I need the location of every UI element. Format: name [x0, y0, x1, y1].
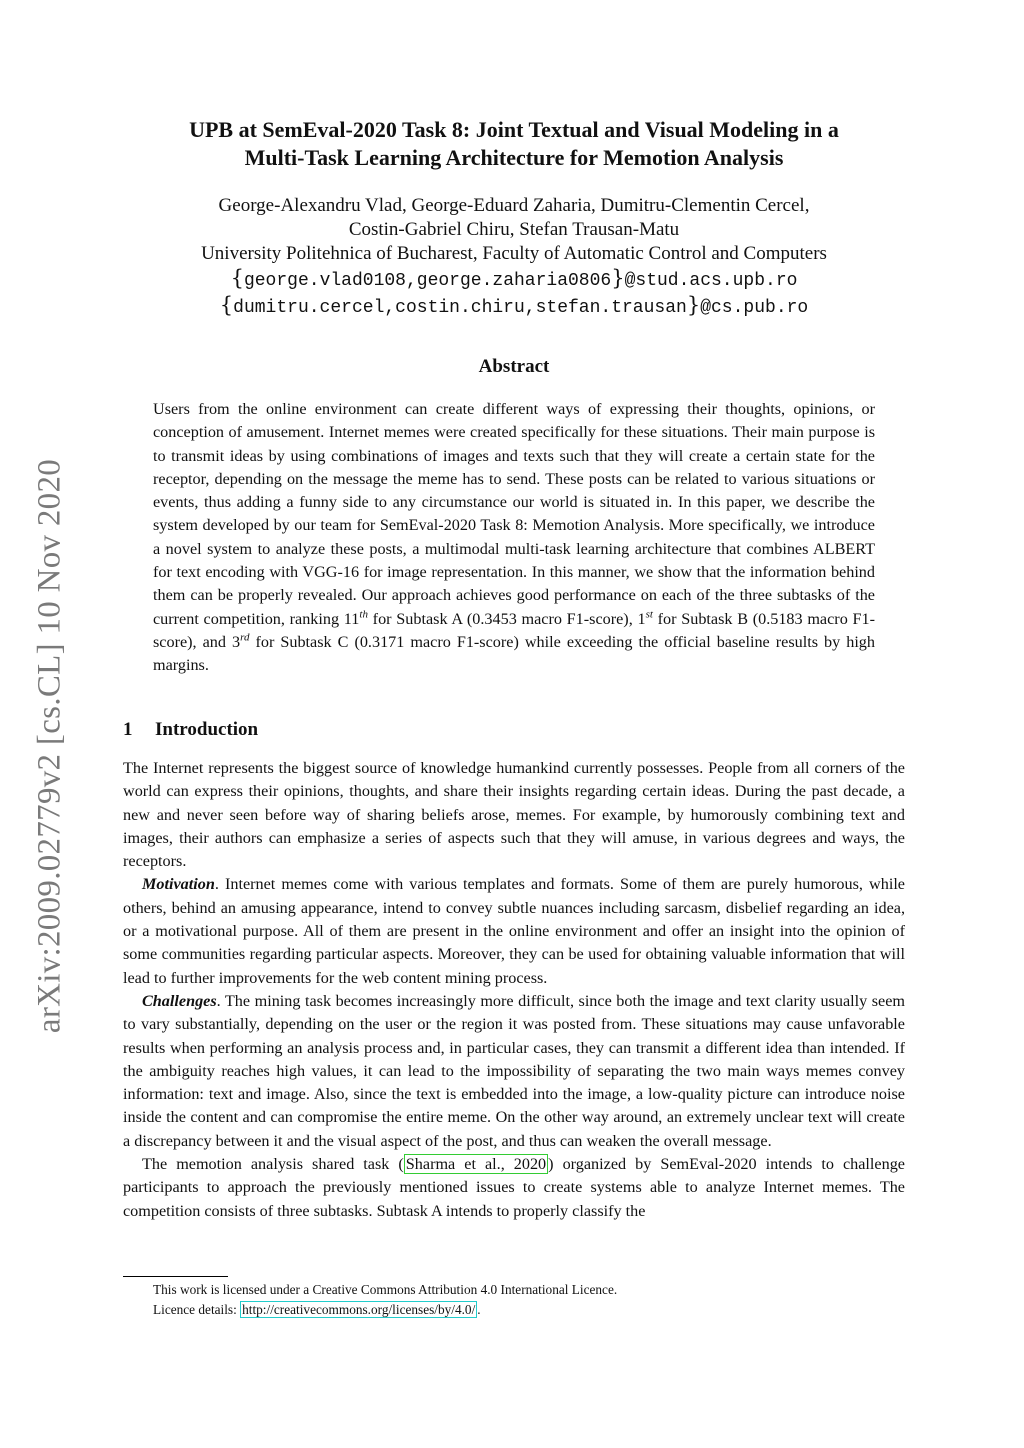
email-domain-2: @cs.pub.ro: [700, 298, 809, 318]
footnote: [153, 1280, 905, 1320]
motivation-label: Motivation: [142, 875, 215, 894]
email-group-2: dumitru.cercel,costin.chiru,stefan.trausan: [233, 298, 687, 318]
title-line-1: UPB at SemEval-2020 Task 8: Joint Textual and Visual Modeling in a: [189, 117, 839, 142]
author-block: [123, 194, 905, 320]
section-title: Introduction: [155, 719, 259, 740]
title-line-2: Multi-Task Learning Architecture for Memotion Analysis: [244, 145, 784, 170]
section-heading-introduction: [123, 719, 258, 741]
introduction-body: [123, 757, 905, 1223]
email-line-1: {george.vlad0108,george.zaharia0806}@stud.acs.upb.ro: [230, 266, 798, 291]
footnote-line-2: Licence details: http://creativecommons.org/licenses/by/4.0/ .: [153, 1302, 481, 1317]
license-url-link[interactable]: http://creativecommons.org/licenses/by/4.0/: [242, 1302, 476, 1317]
email-group-1: george.vlad0108,george.zaharia0806: [243, 271, 612, 291]
affiliation: University Politehnica of Bucharest, Faculty of Automatic Control and Computers: [201, 243, 827, 264]
arxiv-sidebar-stamp: [28, 440, 72, 1052]
paper-title: [123, 116, 905, 172]
intro-paragraph-challenges: Challenges. The mining task becomes increasingly more difficult, since both the image and text clarity usually seem to vary substantially, depending on the user or the region it was posted from. These situations may cause unfavorable results when performing an analysis process and, in particular cases, they can transmit a different idea than intended. If the ambiguity reaches high values, it can lead to the impossibility of separating the two main ways memes convey information: text and image. Also, since the text is embedded into the image, a low-quality picture can introduce noise inside the content and can compromise the entire meme. On the other way around, an extremely unclear text will create a discrepancy between it and the visual aspect of the post, and thus can weaken the overall message.: [123, 991, 905, 1150]
author-line-1: George-Alexandru Vlad, George-Eduard Zaharia, Dumitru-Clementin Cercel,: [218, 195, 810, 216]
intro-paragraph-motivation: Motivation. Internet memes come with various templates and formats. Some of them are purely humorous, while others, behind an amusing appearance, intend to convey subtle nuances including sarcasm, disbelief regarding an idea, or a motivational purpose. All of them are present in the online environment and offer an insight into the opinion of some communities regarding particular aspects. Moreover, they can be used for obtaining valuable information that will lead to further improvements for the web content mining process.: [123, 875, 905, 987]
abstract-heading: Abstract: [478, 356, 550, 377]
abstract-text: Users from the online environment can create different ways of expressing their thoughts, opinions, or conception of amusement. Internet memes were created specifically for these situations. Their main purpose is to transmit ideas by using combinations of images and texts such that they will create a certain state for the receptor, depending on the message the meme has to send. These posts can be related to various situations or events, thus adding a funny side to any circumstance our world is situated in. In this paper, we describe the system developed by our team for SemEval-2020 Task 8: Memotion Analysis. More specifically, we introduce a novel system to analyze these posts, a multimodal multi-task learning architecture that combines ALBERT for text encoding with VGG-16 for image representation. In this manner, we show that the information behind them can be properly revealed. Our approach achieves good performance on each of the three subtasks of the current competition, ranking 11th for Subtask A (0.3453 macro F1-score), 1st for Subtask B (0.5183 macro F1-score), and 3rd for Subtask C (0.3171 macro F1-score) while exceeding the official baseline results by high margins.: [153, 400, 875, 675]
rank-sup-3: rd: [240, 631, 250, 644]
citation-link-sharma-2020[interactable]: Sharma et al., 2020: [405, 1155, 547, 1174]
footnote-line-1: This work is licensed under a Creative Commons Attribution 4.0 International Licence.: [153, 1282, 618, 1297]
section-number: 1: [123, 719, 133, 740]
intro-paragraph-1: The Internet represents the biggest source of knowledge humankind currently possesses. People from all corners of the world can express their opinions, thoughts, and share their insights regarding certain ideas. During the past decade, a new and never seen before way of sharing beliefs arose, memes. For example, by humorously combining text and images, their authors can emphasize a series of aspects such that they will amuse, in various degrees and ways, the receptors.: [123, 759, 905, 871]
email-domain-1: @stud.acs.upb.ro: [624, 271, 798, 291]
footnote-rule: [123, 1276, 228, 1277]
email-line-2: {dumitru.cercel,costin.chiru,stefan.trausan}@cs.pub.ro: [219, 293, 809, 318]
rank-sup-1: th: [359, 608, 368, 621]
author-line-2: Costin-Gabriel Chiru, Stefan Trausan-Matu: [348, 219, 680, 240]
arxiv-id: arXiv:2009.02779v2 [cs.CL] 10 Nov 2020: [31, 458, 68, 1034]
intro-paragraph-shared-task: The memotion analysis shared task ( Sharma et al., 2020 ) organized by SemEval-2020 intends to challenge participants to approach the previously mentioned issues to create systems able to analyze Internet memes. The competition consists of three subtasks. Subtask A intends to properly classify the: [123, 1155, 905, 1220]
rank-sup-2: st: [645, 608, 653, 621]
challenges-label: Challenges: [142, 991, 217, 1010]
